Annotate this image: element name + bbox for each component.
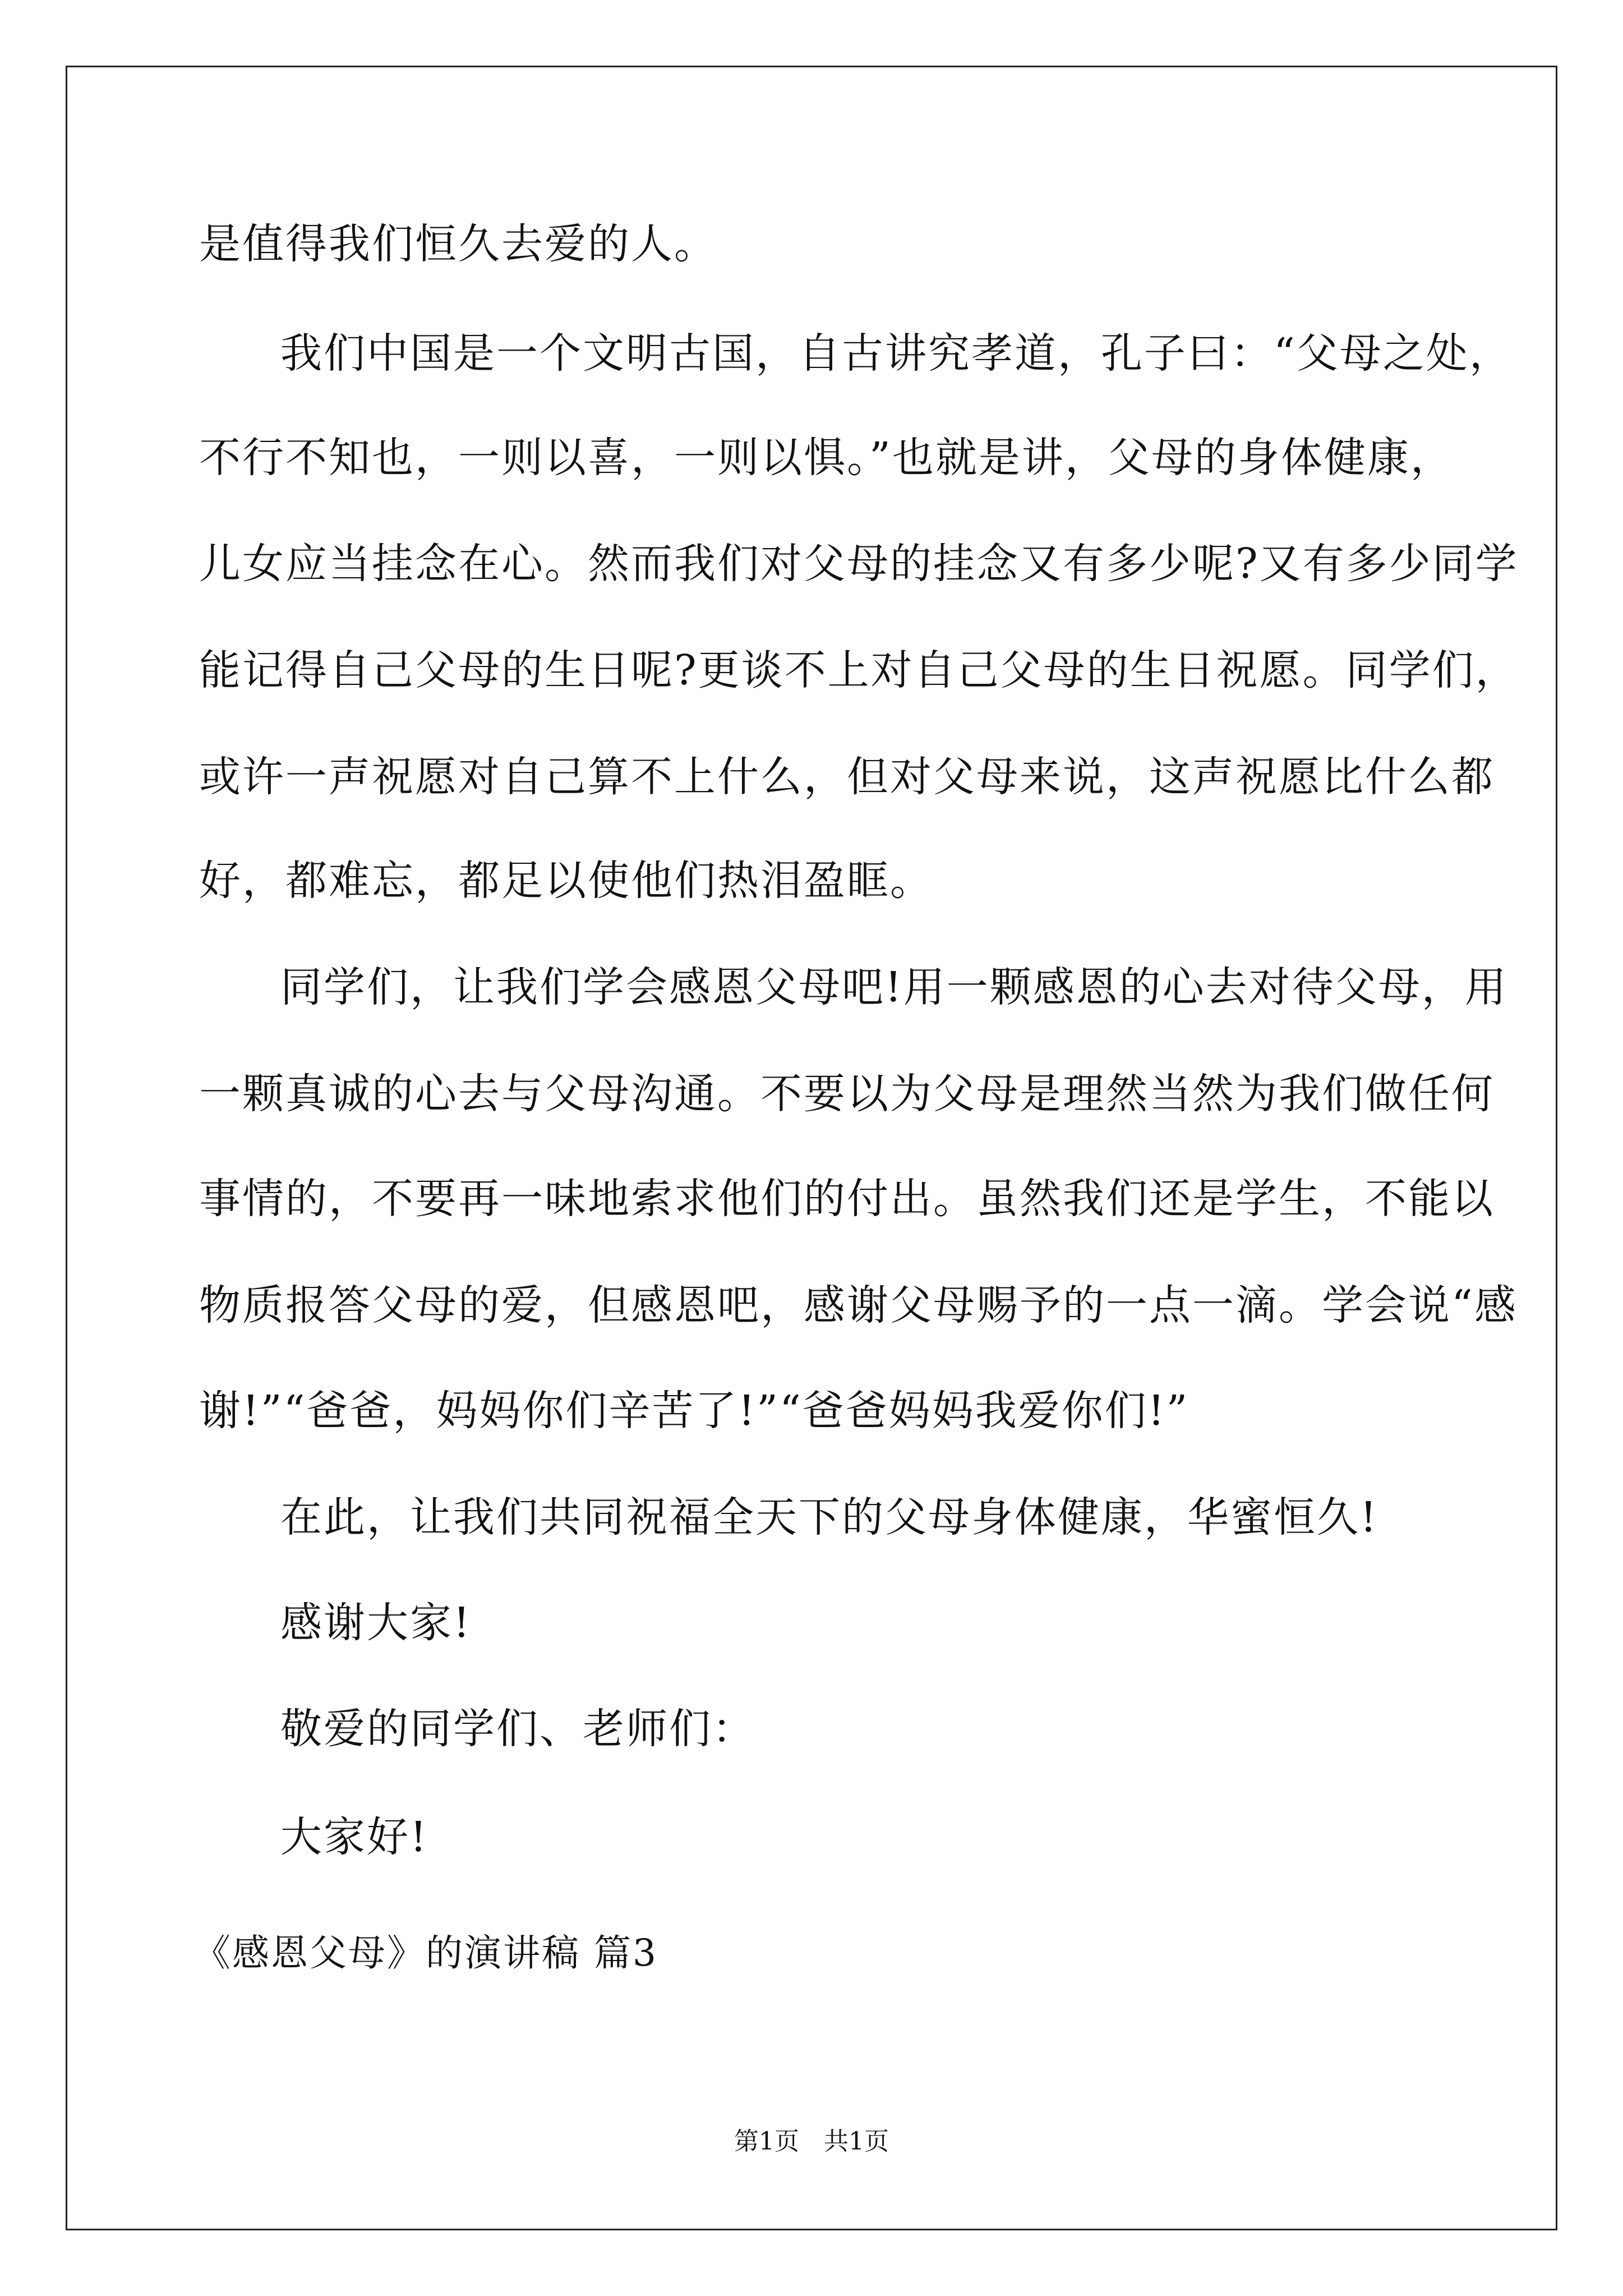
page-border xyxy=(66,66,1557,2230)
paragraph-line-10: 事情的，不要再一味地索求他们的付出。虽然我们还是学生，不能以 xyxy=(199,1175,1495,1223)
paragraph-line-2: 我们中国是一个文明古国，自古讲究孝道，孔子曰：“父母之处， xyxy=(280,329,1513,378)
paragraph-line-16: 大家好! xyxy=(280,1813,428,1861)
paragraph-line-1: 是值得我们恒久去爱的人。 xyxy=(199,220,717,268)
paragraph-line-4: 儿女应当挂念在心。然而我们对父母的挂念又有多少呢?又有多少同学 xyxy=(199,540,1519,588)
section-heading: 《感恩父母》的演讲稿 篇3 xyxy=(193,1931,658,1975)
paragraph-line-7: 好，都难忘，都足以使他们热泪盈眶。 xyxy=(199,857,933,905)
paragraph-line-12: 谢!”“爸爸，妈妈你们辛苦了!”“爸爸妈妈我爱你们!” xyxy=(199,1387,1189,1435)
paragraph-line-11: 物质报答父母的爱，但感恩吧，感谢父母赐予的一点一滴。学会说“感 xyxy=(199,1281,1518,1329)
paragraph-line-15: 敬爱的同学们、老师们： xyxy=(280,1705,755,1753)
paragraph-line-5: 能记得自己父母的生日呢?更谈不上对自己父母的生日祝愿。同学们， xyxy=(199,646,1519,694)
paragraph-line-3: 不行不知也，一则以喜，一则以惧。”也就是讲，父母的身体健康， xyxy=(199,434,1454,482)
paragraph-line-6: 或许一声祝愿对自己算不上什么，但对父母来说，这声祝愿比什么都 xyxy=(199,753,1495,801)
page-footer: 第1页 共1页 xyxy=(734,2127,889,2156)
paragraph-line-8: 同学们，让我们学会感恩父母吧!用一颗感恩的心去对待父母，用 xyxy=(280,963,1508,1011)
paragraph-line-9: 一颗真诚的心去与父母沟通。不要以为父母是理然当然为我们做任何 xyxy=(199,1070,1495,1118)
paragraph-line-13: 在此，让我们共同祝福全天下的父母身体健康，华蜜恒久! xyxy=(280,1493,1378,1542)
paragraph-line-14: 感谢大家! xyxy=(280,1599,472,1647)
